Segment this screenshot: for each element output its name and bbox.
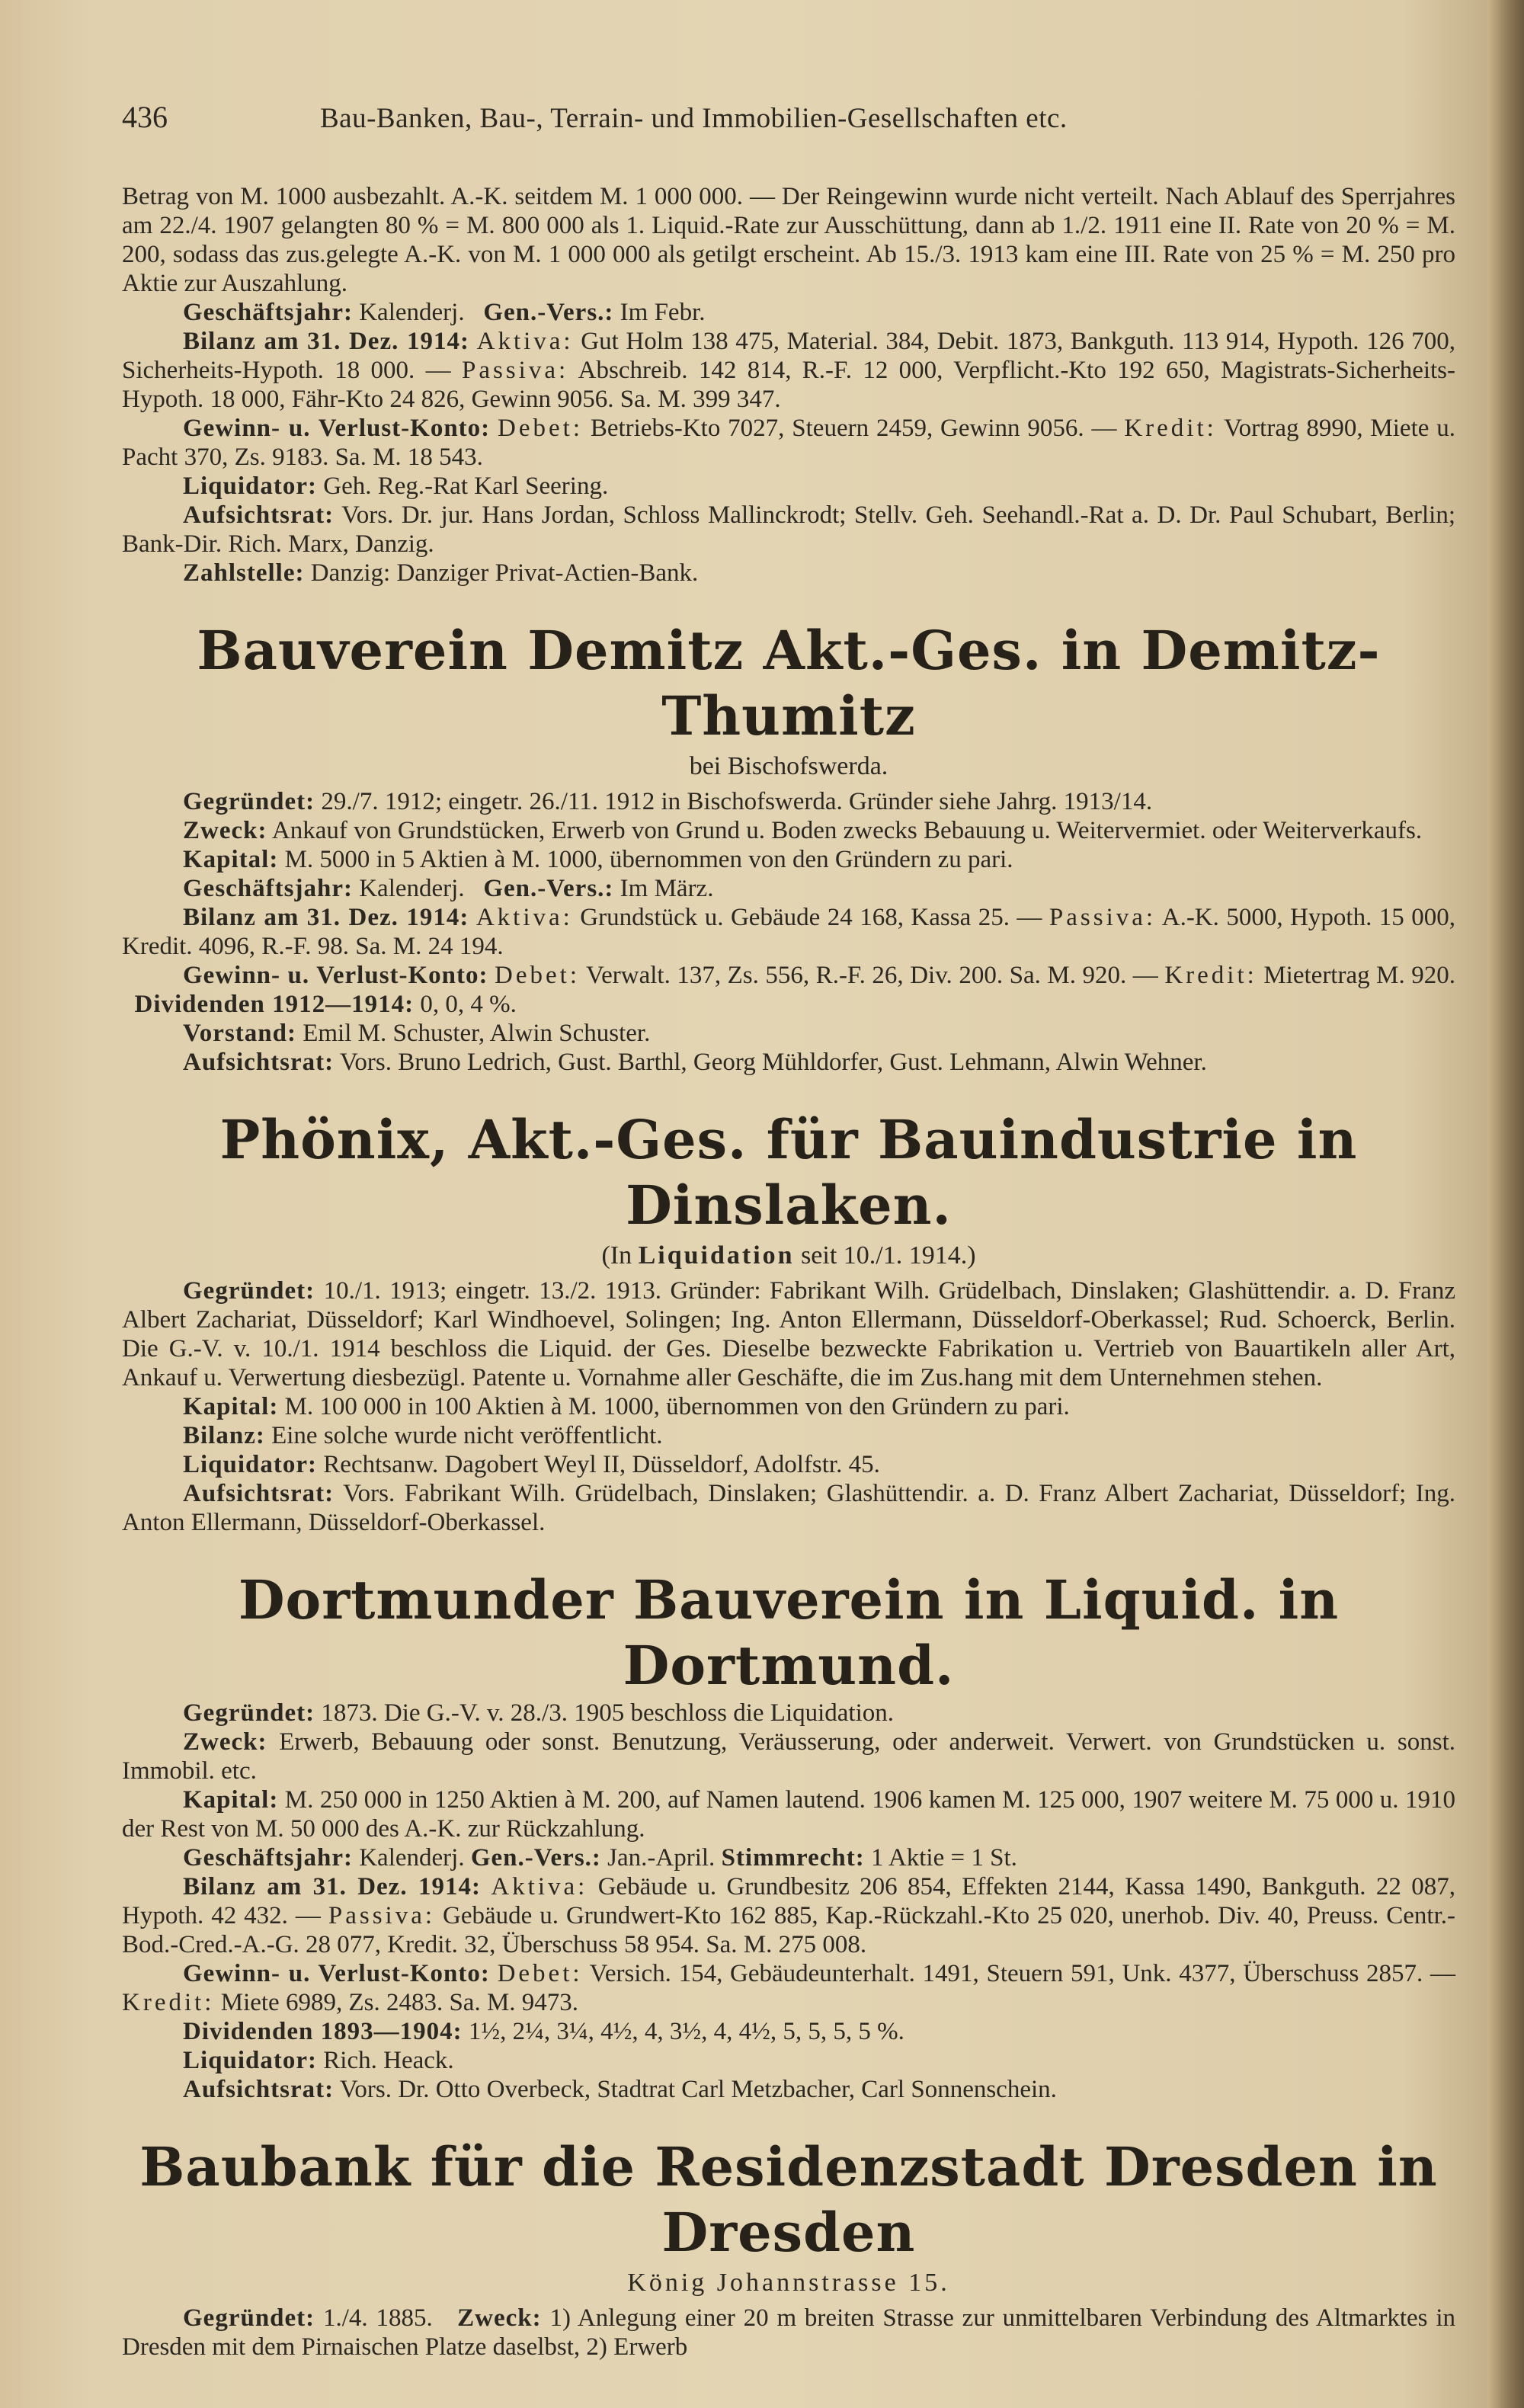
label-bilanz: Bilanz: bbox=[183, 1422, 265, 1449]
paragraph bbox=[122, 2075, 1455, 2104]
paragraph bbox=[122, 816, 1455, 845]
value: Rechtsanw. Dagobert Weyl II, Düsseldorf, Adolfstr. 45. bbox=[323, 1451, 880, 1478]
paragraph bbox=[122, 327, 1455, 414]
paragraph bbox=[122, 1392, 1455, 1421]
paragraph bbox=[122, 1421, 1455, 1450]
label-zweck: Zweck: bbox=[183, 817, 267, 844]
value: Vors. Bruno Ledrich, Gust. Barthl, Georg Mühldorfer, Gust. Lehmann, Alwin Wehner. bbox=[339, 1049, 1207, 1076]
paragraph bbox=[122, 472, 1455, 501]
value: Vors. Fabrikant Wilh. Grüdelbach, Dinslaken; Glashüttendir. a. D. Franz Albert Zachariat, Düsseldorf; Ing. Anton Ellermann, Düsseldorf-Oberkassel. bbox=[122, 1480, 1455, 1536]
paragraph bbox=[122, 414, 1455, 472]
value: Im März. bbox=[620, 875, 714, 902]
value: 0, 0, 4 %. bbox=[420, 991, 517, 1018]
paragraph bbox=[122, 1728, 1455, 1785]
value: 10./1. 1913; eingetr. 13./2. 1913. Gründer: Fabrikant Wilh. Grüdelbach, Dinslaken; Glashüttendir. a. D. Franz Albert Zachariat, Düsseldorf; Karl Windhoevel, Solingen; Ing. Anton Ellermann, Düsseldorf-Oberkassel; Rud. Schoerck, Berlin. Die G.-V. v. 10./1. 1914 beschloss die Liquid. der Ges. Dieselbe bezweckte Fabrikation u. Vertrieb von Bauartikeln aller Art, Ankauf u. Verwertung diesbezügl. Patente u. Vornahme aller Geschäfte, die im Zus.hang mit dem Unternehmen stehen. bbox=[122, 1277, 1455, 1391]
value: Grundstück u. Gebäude 24 168, Kassa 25. — bbox=[580, 904, 1042, 931]
label-debet: Debet: bbox=[498, 415, 583, 442]
value: Emil M. Schuster, Alwin Schuster. bbox=[303, 1020, 651, 1047]
label-gewinn-verlust: Gewinn- u. Verlust-Konto: bbox=[183, 415, 491, 442]
paragraph bbox=[122, 845, 1455, 874]
label-geschaeftsjahr: Geschäftsjahr: bbox=[183, 1844, 353, 1872]
subtitle-suffix: seit 10./1. 1914.) bbox=[801, 1241, 976, 1270]
value: Ankauf von Grundstücken, Erwerb von Grund u. Boden zwecks Bebauung u. Weitervermiet. oder Weiterverkaufs. bbox=[271, 817, 1423, 844]
label-gegruendet: Gegründet: bbox=[183, 1277, 315, 1305]
paragraph bbox=[122, 501, 1455, 559]
label-passiva: Passiva: bbox=[328, 1902, 436, 1929]
label-kapital: Kapital: bbox=[183, 1786, 279, 1814]
label-dividenden: Dividenden 1893—1904: bbox=[183, 2018, 463, 2045]
value: Kalenderj. bbox=[359, 875, 465, 902]
value: Eine solche wurde nicht veröffentlicht. bbox=[271, 1422, 663, 1449]
entry-title: Baubank für die Residenzstadt Dresden in Dresden bbox=[139, 2135, 1438, 2264]
label-aufsichtsrat: Aufsichtsrat: bbox=[183, 1049, 335, 1076]
label-gewinn-verlust: Gewinn- u. Verlust-Konto: bbox=[183, 1960, 490, 1987]
paragraph bbox=[122, 2046, 1455, 2075]
label-passiva: Passiva: bbox=[1049, 904, 1157, 931]
entry-subtitle bbox=[122, 1240, 1455, 1272]
entry-title: Phönix, Akt.-Ges. für Bauindustrie in Dinslaken. bbox=[219, 1108, 1358, 1237]
label-zweck: Zweck: bbox=[183, 1728, 267, 1756]
value: Jan.-April. bbox=[607, 1844, 716, 1872]
page-header bbox=[122, 99, 1454, 135]
paragraph bbox=[122, 874, 1455, 903]
value: Betriebs-Kto 7027, Steuern 2459, Gewinn 9056. — bbox=[590, 415, 1117, 442]
label-gegruendet: Gegründet: bbox=[183, 1699, 315, 1727]
paragraph bbox=[122, 182, 1455, 298]
page-number: 436 bbox=[122, 100, 168, 134]
paragraph bbox=[122, 1785, 1455, 1843]
value: Danzig: Danziger Privat-Actien-Bank. bbox=[310, 559, 699, 587]
subtitle-prefix: (In bbox=[601, 1241, 632, 1270]
label-gewinn-verlust: Gewinn- u. Verlust-Konto: bbox=[183, 962, 488, 989]
entry-baubank-dresden bbox=[122, 2134, 1455, 2362]
value: 1873. Die G.-V. v. 28./3. 1905 beschloss die Liquidation. bbox=[321, 1699, 895, 1727]
label-stimmrecht: Stimmrecht: bbox=[721, 1844, 865, 1872]
value: 1./4. 1885. bbox=[322, 2304, 433, 2332]
label-bilanz: Bilanz am 31. Dez. 1914: bbox=[183, 904, 469, 931]
entry-continued bbox=[122, 182, 1455, 588]
value: Gebäude u. Grundbesitz 206 854, Effekten 2144, Kassa 1490, Bankguth. 22 087, Hypoth. 42 432. — bbox=[122, 1873, 1455, 1929]
value: M. 100 000 in 100 Aktien à M. 1000, übernommen von den Gründern zu pari. bbox=[284, 1393, 1070, 1420]
value: 1 Aktie = 1 St. bbox=[870, 1844, 1017, 1872]
entry-dortmunder-bauverein bbox=[122, 1567, 1455, 2104]
label-liquidator: Liquidator: bbox=[183, 1451, 318, 1478]
value: Rich. Heack. bbox=[323, 2047, 454, 2074]
label-bilanz: Bilanz am 31. Dez. 1914: bbox=[183, 1873, 481, 1900]
paragraph bbox=[122, 2017, 1455, 2046]
label-gen-vers: Gen.-Vers.: bbox=[483, 299, 614, 326]
label-kredit: Kredit: bbox=[122, 1989, 215, 2016]
label-aufsichtsrat: Aufsichtsrat: bbox=[183, 1480, 335, 1507]
label-debet: Debet: bbox=[495, 962, 581, 989]
value: Im Febr. bbox=[620, 299, 706, 326]
label-aufsichtsrat: Aufsichtsrat: bbox=[183, 2076, 335, 2103]
value: Gebäude u. Grundwert-Kto 162 885, Kap.-Rückzahl.-Kto 25 020, unerhob. Div. 40, Preuss. Centr.-Bod.-Cred.-A.-G. 28 077, Kredit. 32, Überschuss 58 954. Sa. M. 275 008. bbox=[122, 1902, 1456, 1958]
paragraph bbox=[122, 1048, 1455, 1077]
entry-phoenix bbox=[122, 1107, 1455, 1537]
paragraph bbox=[122, 559, 1455, 588]
value: Vors. Dr. Otto Overbeck, Stadtrat Carl Metzbacher, Carl Sonnenschein. bbox=[339, 2076, 1057, 2103]
value: Kalenderj. bbox=[359, 299, 465, 326]
value: Kalenderj. bbox=[359, 1844, 465, 1872]
value: Miete 6989, Zs. 2483. Sa. M. 9473. bbox=[220, 1989, 579, 2016]
label-kredit: Kredit: bbox=[1124, 415, 1217, 442]
page-body bbox=[122, 182, 1455, 2362]
paragraph bbox=[122, 2304, 1455, 2362]
label-liquidator: Liquidator: bbox=[183, 472, 318, 500]
entry-title: Bauverein Demitz Akt.-Ges. in Demitz-Thumitz bbox=[197, 619, 1381, 748]
label-geschaeftsjahr: Geschäftsjahr: bbox=[183, 299, 353, 326]
value: Erwerb, Bebauung oder sonst. Benutzung, Veräusserung, oder anderweit. Verwert. von Grundstücken u. sonst. Immobil. etc. bbox=[122, 1728, 1455, 1785]
label-bilanz: Bilanz am 31. Dez. 1914: bbox=[183, 328, 469, 355]
value: M. 250 000 in 1250 Aktien à M. 200, auf Namen lautend. 1906 kamen M. 125 000, 1907 weitere M. 75 000 u. 1910 der Rest von M. 50 000 des A.-K. zur Rückzahlung. bbox=[122, 1786, 1455, 1843]
label-zahlstelle: Zahlstelle: bbox=[183, 559, 305, 587]
label-kapital: Kapital: bbox=[183, 846, 279, 873]
label-aufsichtsrat: Aufsichtsrat: bbox=[183, 501, 335, 529]
value: 29./7. 1912; eingetr. 26./11. 1912 in Bischofswerda. Gründer siehe Jahrg. 1913/14. bbox=[321, 788, 1153, 815]
paragraph bbox=[122, 903, 1455, 961]
paragraph bbox=[122, 787, 1455, 816]
entry-title: Dortmunder Bauverein in Liquid. in Dortmund. bbox=[238, 1568, 1340, 1697]
value: M. 5000 in 5 Aktien à M. 1000, übernommen von den Gründern zu pari. bbox=[284, 846, 1013, 873]
value: Vors. Dr. jur. Hans Jordan, Schloss Mallinckrodt; Stellv. Geh. Seehandl.-Rat a. D. Dr. Paul Schubart, Berlin; Bank-Dir. Rich. Marx, Danzig. bbox=[122, 501, 1456, 558]
paragraph bbox=[122, 1843, 1455, 1872]
paragraph bbox=[122, 1872, 1455, 1959]
value: 1½, 2¼, 3¼, 4½, 4, 3½, 4, 4½, 5, 5, 5, 5 %. bbox=[468, 2018, 904, 2045]
label-zweck: Zweck: bbox=[457, 2304, 542, 2332]
book-gutter-edge bbox=[1487, 0, 1524, 2408]
label-gen-vers: Gen.-Vers.: bbox=[483, 875, 614, 902]
value: Vortrag 8990, Miete u. Pacht 370, Zs. 9183. Sa. M. 18 543. bbox=[122, 415, 1456, 471]
value: 1) Anlegung einer 20 m breiten Strasse zur unmittelbaren Verbindung des Altmarktes in Dresden mit dem Pirnaischen Platze daselbst, 2) Erwerb bbox=[122, 2304, 1455, 2361]
paragraph bbox=[122, 1959, 1455, 2017]
value: Abschreib. 142 814, R.-F. 12 000, Verpflicht.-Kto 192 650, Magistrats-Sicherheits-Hypoth. 18 000, Fähr-Kto 24 826, Gewinn 9056. Sa. M. 399 347. bbox=[122, 357, 1456, 413]
value: A.-K. 5000, Hypoth. 15 000, Kredit. 4096, R.-F. 98. Sa. M. 24 194. bbox=[122, 904, 1456, 960]
label-gegruendet: Gegründet: bbox=[183, 788, 315, 815]
label-aktiva: Aktiva: bbox=[476, 328, 574, 355]
label-liquidator: Liquidator: bbox=[183, 2047, 318, 2074]
label-aktiva: Aktiva: bbox=[475, 904, 573, 931]
text-continuation: Betrag von M. 1000 ausbezahlt. A.-K. seitdem M. 1 000 000. — Der Reingewinn wurde nicht verteilt. Nach Ablauf des Sperrjahres am 22./4. 1907 gelangten 80 % = M. 800 000 als 1. Liquid.-Rate zur Ausschüttung, dann ab 1./2. 1911 eine II. Rate von 20 % = M. 200, sodass das zus.gelegte A.-K. von M. 1 000 000 als getilgt erscheint. Ab 15./3. 1913 kam eine III. Rate von 25 % = M. 250 pro Aktie zur Auszahlung. bbox=[122, 183, 1455, 297]
label-dividenden: Dividenden 1912—1914: bbox=[134, 991, 415, 1018]
entry-subtitle: bei Bischofswerda. bbox=[689, 752, 888, 780]
label-passiva: Passiva: bbox=[461, 357, 569, 384]
paragraph bbox=[122, 1019, 1455, 1048]
label-kredit: Kredit: bbox=[1164, 962, 1257, 989]
label-gegruendet: Gegründet: bbox=[183, 2304, 315, 2332]
label-geschaeftsjahr: Geschäftsjahr: bbox=[183, 875, 353, 902]
label-aktiva: Aktiva: bbox=[491, 1873, 588, 1900]
paragraph bbox=[122, 1450, 1455, 1479]
value: Verwalt. 137, Zs. 556, R.-F. 26, Div. 200. Sa. M. 920. — bbox=[585, 962, 1158, 989]
value: Gut Holm 138 475, Material. 384, Debit. 1873, Bankguth. 113 914, Hypoth. 126 700, Sicherheits-Hypoth. 18 000. — bbox=[122, 328, 1456, 384]
label-debet: Debet: bbox=[497, 1960, 583, 1987]
paragraph bbox=[122, 298, 1455, 327]
entry-bauverein-demitz bbox=[122, 618, 1455, 1077]
entry-subtitle: König Johannstrasse 15. bbox=[627, 2269, 950, 2297]
paragraph bbox=[122, 961, 1455, 1019]
value: Mietertrag M. 920. bbox=[1263, 962, 1456, 989]
paragraph bbox=[122, 1699, 1455, 1728]
paragraph bbox=[122, 1479, 1455, 1537]
label-gen-vers: Gen.-Vers.: bbox=[470, 1844, 601, 1872]
running-title: Bau-Banken, Bau-, Terrain- und Immobilien-Gesellschaften etc. bbox=[320, 103, 1068, 134]
paragraph bbox=[122, 1276, 1455, 1392]
subtitle-liquidation: Liquidation bbox=[638, 1241, 795, 1270]
label-kapital: Kapital: bbox=[183, 1393, 279, 1420]
label-vorstand: Vorstand: bbox=[183, 1020, 296, 1047]
value: Versich. 154, Gebäudeunterhalt. 1491, Steuern 591, Unk. 4377, Überschuss 2857. — bbox=[589, 1960, 1455, 1987]
value: Geh. Reg.-Rat Karl Seering. bbox=[323, 472, 609, 500]
